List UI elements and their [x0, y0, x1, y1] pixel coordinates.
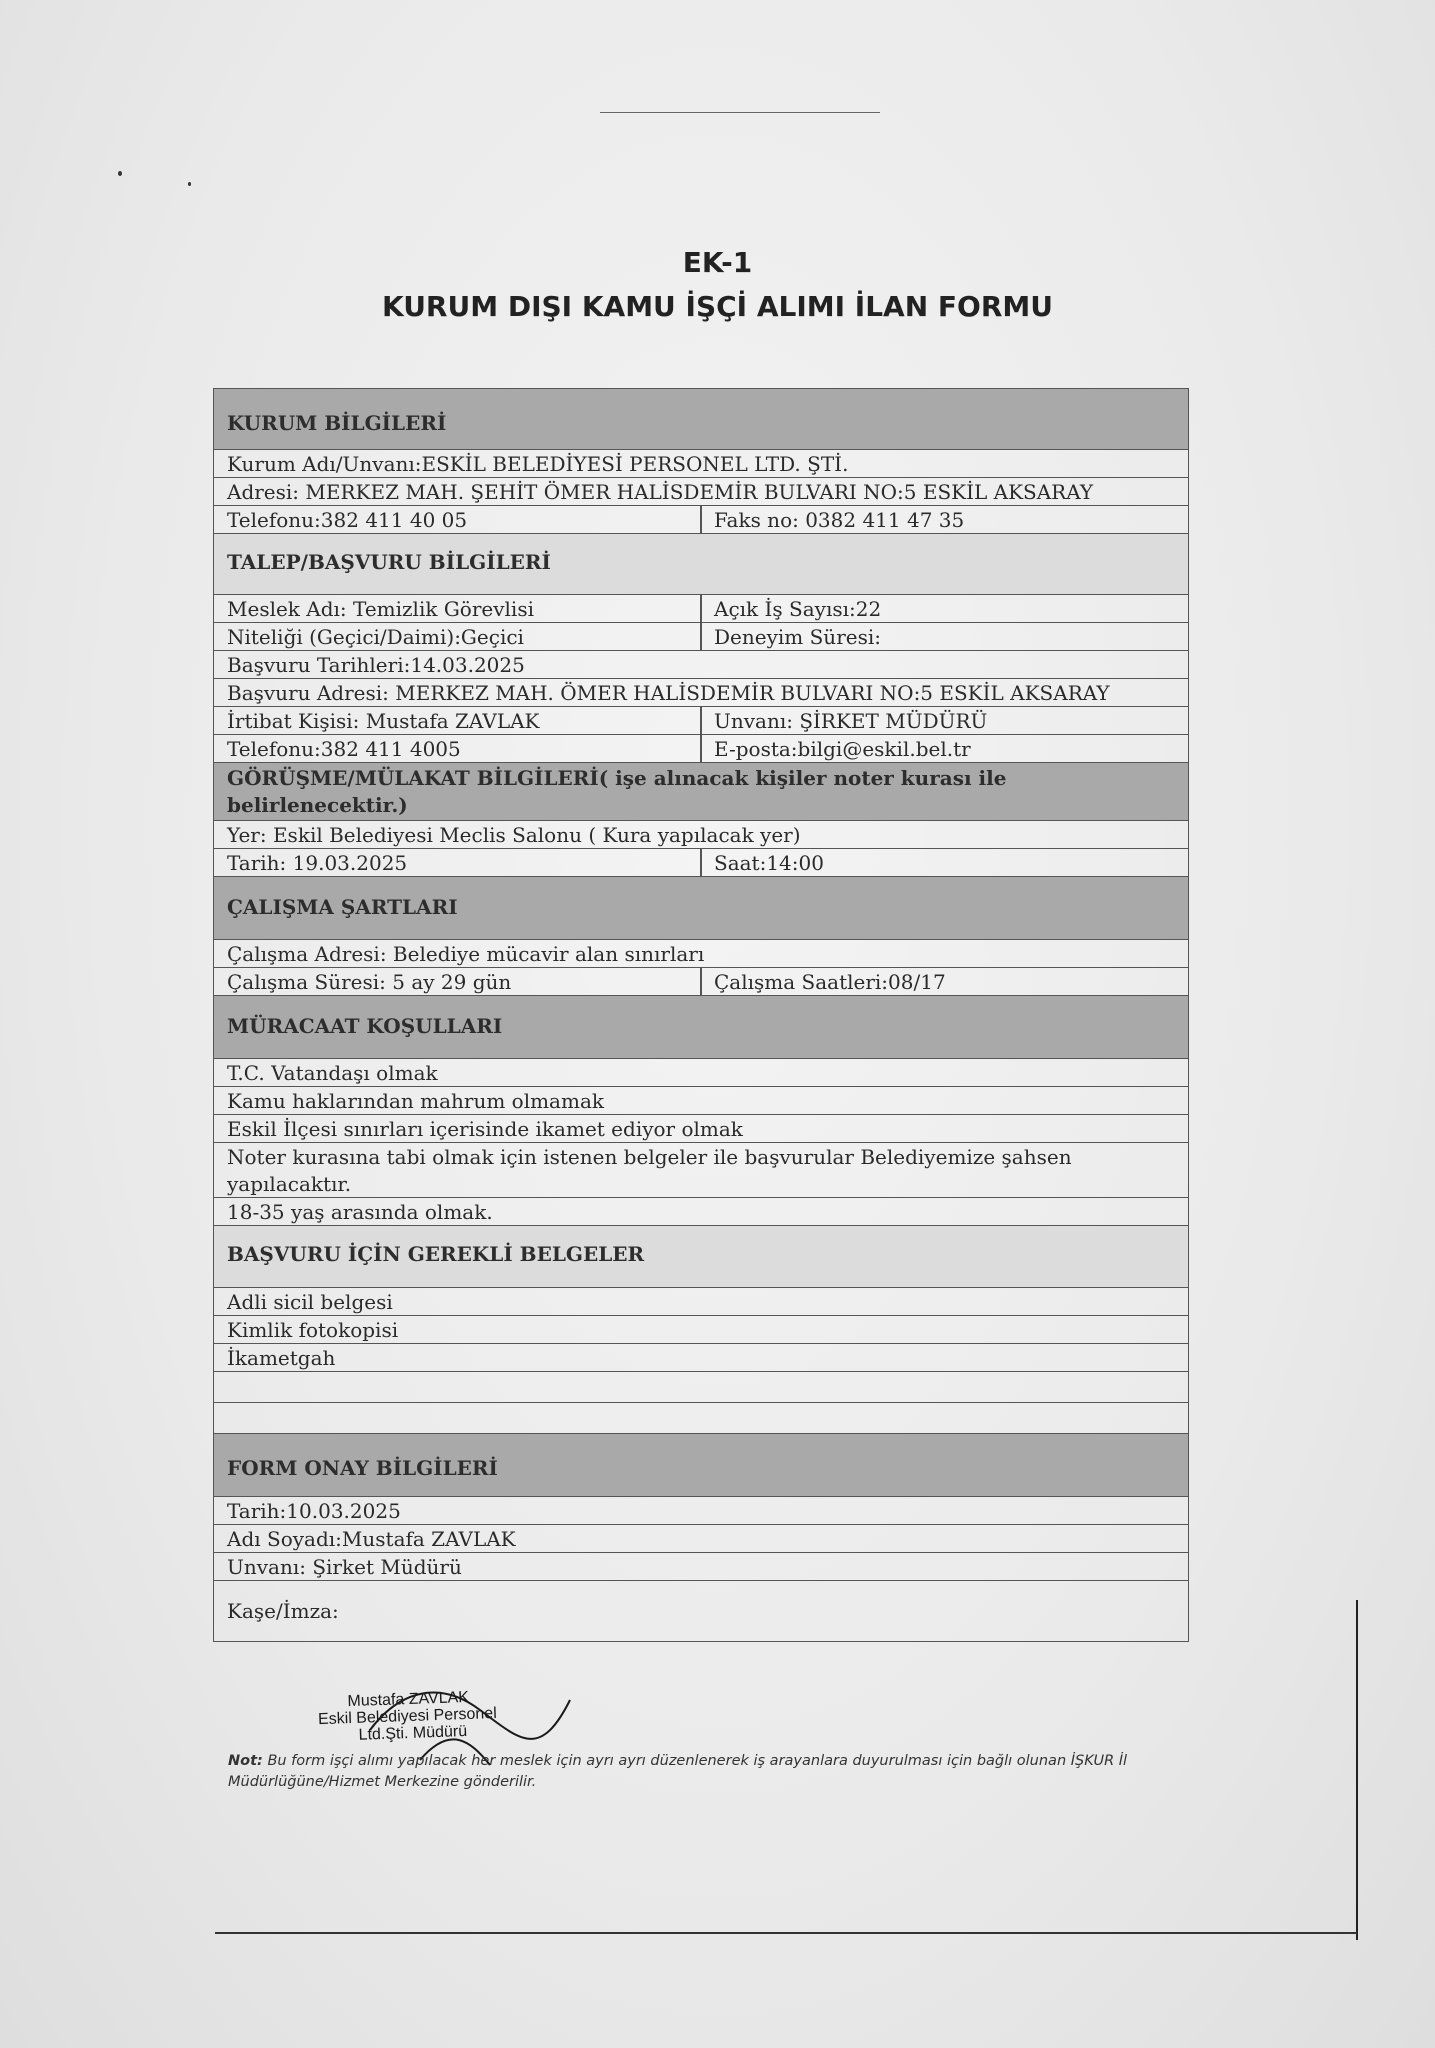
section-heading-line2: belirlenecektir.) — [227, 793, 408, 817]
work-hours: Çalışma Saatleri:08/17 — [714, 970, 946, 994]
announcement-form — [213, 388, 1189, 1642]
section-belgeler — [214, 1226, 1188, 1288]
contact-phone: Telefonu:382 411 4005 — [227, 737, 461, 761]
work-duration-row — [214, 968, 1188, 996]
kurum-phone: Telefonu:382 411 40 05 — [227, 508, 468, 532]
stamp-line: Ltd.Şti. Müdürü — [358, 1723, 468, 1744]
dates-row — [214, 651, 1188, 679]
bottom-rule — [215, 1932, 1357, 1934]
condition-row — [214, 1059, 1188, 1087]
document-item: Adli sicil belgesi — [227, 1290, 393, 1314]
approval-title: Unvanı: Şirket Müdürü — [227, 1555, 462, 1579]
contact-person: İrtibat Kişisi: Mustafa ZAVLAK — [227, 709, 540, 733]
scan-speck — [118, 171, 122, 176]
approval-name: Adı Soyadı:Mustafa ZAVLAK — [227, 1527, 516, 1551]
document-row — [214, 1344, 1188, 1372]
top-rule — [600, 112, 880, 113]
work-address: Çalışma Adresi: Belediye mücavir alan sınırları — [227, 942, 705, 966]
empty-row — [214, 1372, 1188, 1403]
column-divider — [700, 707, 702, 734]
kurum-name: Kurum Adı/Unvanı:ESKİL BELEDİYESİ PERSONEL LTD. ŞTİ. — [227, 452, 849, 476]
section-kurum — [214, 388, 1188, 450]
condition-row — [214, 1143, 1188, 1198]
kurum-name-row — [214, 450, 1188, 478]
note-text: Bu form işçi alımı yapılacak her meslek için ayrı ayrı düzenlenerek iş arayanlara duyurulması için bağlı olunan İŞKUR İl Müdürlüğüne/Hizmet Merkezine gönderilir. — [228, 1753, 1128, 1790]
scan-speck — [188, 182, 191, 186]
column-divider — [700, 735, 702, 762]
nature: Niteliği (Geçici/Daimi):Geçici — [227, 625, 524, 649]
condition-item: Noter kurasına tabi olmak için istenen belgeler ile başvurular Belediyemize şahsen — [227, 1145, 1072, 1169]
kurum-phone-row — [214, 506, 1188, 534]
stamp-line: Eskil Belediyesi Personel — [317, 1704, 498, 1729]
application-dates: Başvuru Tarihleri:14.03.2025 — [227, 653, 525, 677]
apply-address-row — [214, 679, 1188, 707]
approval-date: Tarih:10.03.2025 — [227, 1499, 401, 1523]
document-row — [214, 1316, 1188, 1344]
approval-name-row — [214, 1525, 1188, 1553]
profession: Meslek Adı: Temizlik Görevlisi — [227, 597, 534, 621]
section-heading: KURUM BİLGİLERİ — [227, 411, 447, 435]
section-muracaat — [214, 996, 1188, 1059]
condition-row — [214, 1087, 1188, 1115]
section-gorusme — [214, 763, 1188, 821]
interview-place: Yer: Eskil Belediyesi Meclis Salonu ( Kura yapılacak yer) — [227, 823, 801, 847]
document-item: İkametgah — [227, 1346, 336, 1370]
column-divider — [700, 849, 702, 876]
open-jobs: Açık İş Sayısı:22 — [714, 597, 882, 621]
condition-item: Kamu haklarından mahrum olmamak — [227, 1089, 604, 1113]
section-onay — [214, 1434, 1188, 1497]
section-heading: MÜRACAAT KOŞULLARI — [227, 1014, 503, 1038]
note-label: Not: — [228, 1753, 263, 1769]
condition-item: Eskil İlçesi sınırları içerisinde ikamet ediyor olmak — [227, 1117, 743, 1141]
condition-item: T.C. Vatandaşı olmak — [227, 1061, 438, 1085]
section-heading: BAŞVURU İÇİN GEREKLİ BELGELER — [227, 1242, 645, 1266]
condition-row — [214, 1115, 1188, 1143]
empty-row — [214, 1403, 1188, 1434]
scan-edge-line — [1356, 1600, 1358, 1940]
contact-phone-row — [214, 735, 1188, 763]
application-address: Başvuru Adresi: MERKEZ MAH. ÖMER HALİSDEMİR BULVARI NO:5 ESKİL AKSARAY — [227, 681, 1110, 705]
document-item: Kimlik fotokopisi — [227, 1318, 399, 1342]
interview-place-row — [214, 821, 1188, 849]
contact-email: E-posta:bilgi@eskil.bel.tr — [714, 737, 971, 761]
section-heading: TALEP/BAŞVURU BİLGİLERİ — [227, 550, 551, 574]
section-calisma — [214, 877, 1188, 940]
company-stamp — [317, 1686, 559, 1745]
stamp-label: Kaşe/İmza: — [227, 1599, 339, 1623]
kurum-address: Adresi: MERKEZ MAH. ŞEHİT ÖMER HALİSDEMİR BULVARI NO:5 ESKİL AKSARAY — [227, 480, 1094, 504]
profession-row — [214, 595, 1188, 623]
condition-item: 18-35 yaş arasında olmak. — [227, 1200, 493, 1224]
interview-date: Tarih: 19.03.2025 — [227, 851, 408, 875]
stamp-line: Mustafa ZAVLAK — [347, 1688, 470, 1711]
form-title: KURUM DIŞI KAMU İŞÇİ ALIMI İLAN FORMU — [381, 290, 1053, 323]
contact-title: Unvanı: ŞİRKET MÜDÜRÜ — [714, 709, 988, 733]
work-duration: Çalışma Süresi: 5 ay 29 gün — [227, 970, 512, 994]
column-divider — [700, 623, 702, 650]
interview-time: Saat:14:00 — [714, 851, 824, 875]
condition-row — [214, 1198, 1188, 1226]
kurum-address-row — [214, 478, 1188, 506]
nature-row — [214, 623, 1188, 651]
column-divider — [700, 968, 702, 995]
approval-title-row — [214, 1553, 1188, 1581]
experience: Deneyim Süresi: — [714, 625, 881, 649]
approval-stamp-row — [214, 1581, 1188, 1642]
contact-row — [214, 707, 1188, 735]
work-address-row — [214, 940, 1188, 968]
approval-date-row — [214, 1497, 1188, 1525]
column-divider — [700, 595, 702, 622]
document-row — [214, 1288, 1188, 1316]
section-talep — [214, 534, 1188, 595]
condition-item-continued: yapılacaktır. — [227, 1172, 352, 1196]
section-heading: ÇALIŞMA ŞARTLARI — [227, 895, 458, 919]
footer-note — [228, 1751, 1208, 1793]
interview-datetime-row — [214, 849, 1188, 877]
section-heading: FORM ONAY BİLGİLERİ — [227, 1456, 498, 1480]
section-heading-line1: GÖRÜŞME/MÜLAKAT BİLGİLERİ( işe alınacak kişiler noter kurası ile — [227, 766, 1007, 790]
kurum-fax: Faks no: 0382 411 47 35 — [714, 508, 965, 532]
annex-label: EK-1 — [682, 246, 753, 279]
column-divider — [700, 506, 702, 533]
